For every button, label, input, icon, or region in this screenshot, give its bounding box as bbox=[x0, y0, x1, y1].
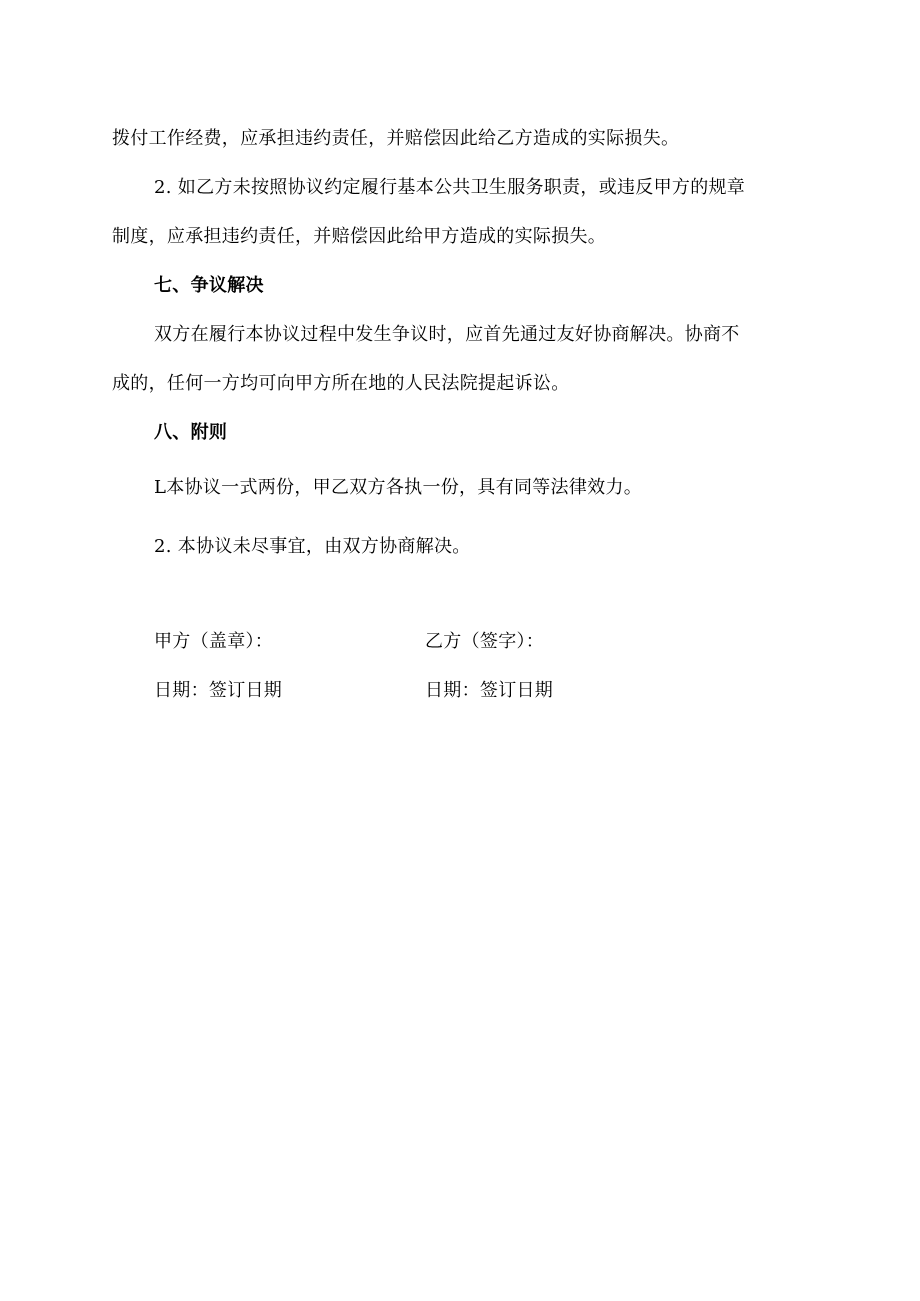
party-b-date: 日期：签订日期 bbox=[425, 680, 554, 701]
party-a-seal-label: 甲方（盖章）： bbox=[154, 631, 274, 652]
section-heading-dispute-resolution: 七、争议解决 bbox=[154, 275, 264, 296]
party-a-date: 日期：签订日期 bbox=[154, 680, 283, 701]
paragraph-line: 拨付工作经费，应承担违约责任，并赔偿因此给乙方造成的实际损失。 bbox=[112, 128, 680, 149]
paragraph-line: 制度，应承担违约责任，并赔偿因此给甲方造成的实际损失。 bbox=[112, 226, 607, 247]
paragraph-line: 2. 如乙方未按照协议约定履行基本公共卫生服务职责，或违反甲方的规章 bbox=[154, 177, 746, 198]
paragraph-line: 双方在履行本协议过程中发生争议时，应首先通过友好协商解决。协商不 bbox=[154, 324, 740, 345]
paragraph-line: 2. 本协议未尽事宜，由双方协商解决。 bbox=[154, 536, 471, 557]
section-heading-supplementary-provisions: 八、附则 bbox=[154, 422, 228, 443]
party-b-signature-label: 乙方（签字）： bbox=[425, 631, 545, 652]
paragraph-line: L本协议一式两份，甲乙双方各执一份，具有同等法律效力。 bbox=[154, 477, 643, 498]
paragraph-line: 成的，任何一方均可向甲方所在地的人民法院提起诉讼。 bbox=[112, 373, 570, 394]
